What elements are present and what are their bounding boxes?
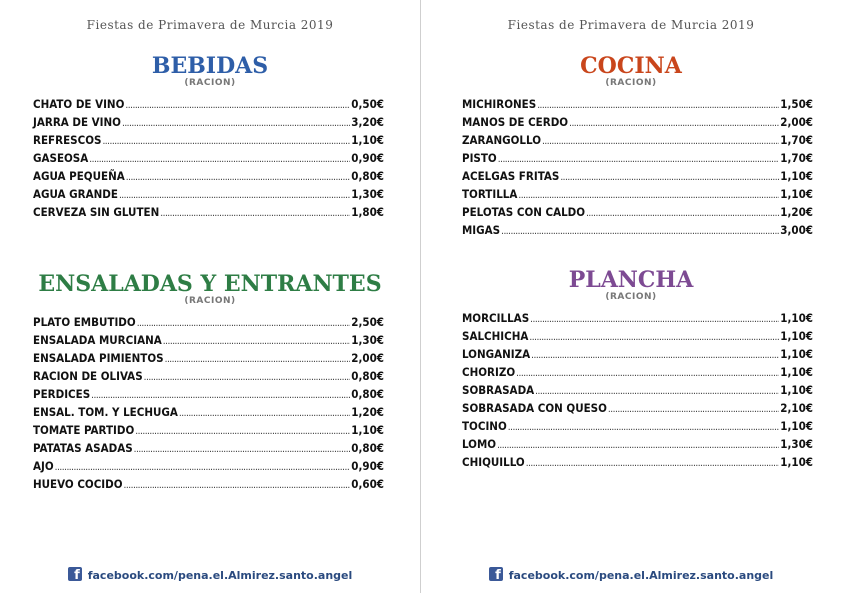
menu-item: [462, 131, 813, 149]
section-subtitle: (RACION): [184, 78, 236, 88]
dot-leader: [537, 97, 779, 115]
dot-leader: [124, 477, 351, 495]
menu-item: [462, 363, 813, 381]
menu-item: [33, 403, 384, 421]
menu-item-price: 1,70€: [780, 133, 813, 147]
menu-item-name: ENSALADA PIMIENTOS: [33, 351, 164, 365]
menu-item-price: 2,50€: [351, 315, 384, 329]
right-page: [421, 0, 841, 593]
menu-item: [33, 131, 384, 149]
menu-item-price: 1,10€: [780, 311, 813, 325]
dot-leader: [501, 223, 779, 241]
menu-item-name: PELOTAS CON CALDO: [462, 205, 586, 219]
menu-item: [462, 453, 813, 471]
dot-leader: [497, 437, 779, 455]
menu-item-price: 0,80€: [351, 387, 384, 401]
menu-item-price: 1,10€: [780, 169, 813, 183]
dot-leader: [560, 169, 779, 187]
menu-item-price: 0,80€: [351, 369, 384, 383]
menu-item-name: MORCILLAS: [462, 311, 530, 325]
menu-item: [462, 381, 813, 399]
facebook-icon: f: [68, 567, 82, 581]
menu-item-name: AJO: [33, 459, 54, 473]
menu-item: [33, 185, 384, 203]
menu-item-price: 1,30€: [351, 187, 384, 201]
menu-item-price: 1,10€: [351, 133, 384, 147]
menu-item-price: 1,20€: [351, 405, 384, 419]
menu-item-name: RACION DE OLIVAS: [33, 369, 143, 383]
dot-leader: [144, 369, 351, 387]
menu-item-price: 1,10€: [780, 383, 813, 397]
menu-item-name: ENSALADA MURCIANA: [33, 333, 162, 347]
page-header: Fiestas de Primavera de Murcia 2019: [86, 18, 334, 32]
menu-item-name: CHATO DE VINO: [33, 97, 125, 111]
menu-item-name: PERDICES: [33, 387, 91, 401]
menu-item: [33, 439, 384, 457]
menu-item: [33, 331, 384, 349]
menu-item: [462, 327, 813, 345]
menu-item-name: REFRESCOS: [33, 133, 102, 147]
facebook-link[interactable]: [0, 567, 420, 582]
menu-item-price: 1,10€: [780, 329, 813, 343]
menu-list-cocina: [462, 95, 813, 239]
section-subtitle: (RACION): [605, 292, 657, 302]
section-subtitle: (RACION): [605, 78, 657, 88]
menu-item: [33, 167, 384, 185]
menu-item-price: 2,10€: [780, 401, 813, 415]
dot-leader: [102, 133, 350, 151]
menu-item: [462, 95, 813, 113]
menu-item-name: TORTILLA: [462, 187, 518, 201]
menu-item-price: 0,90€: [351, 151, 384, 165]
menu-item-price: 1,10€: [351, 423, 384, 437]
left-page: [0, 0, 420, 593]
dot-leader: [531, 347, 779, 365]
menu-item-name: SOBRASADA CON QUESO: [462, 401, 607, 415]
menu-item-price: 2,00€: [351, 351, 384, 365]
facebook-url[interactable]: facebook.com/pena.el.Almirez.santo.angel: [508, 569, 774, 582]
menu-item-name: PISTO: [462, 151, 497, 165]
menu-item: [33, 149, 384, 167]
menu-item-price: 1,50€: [780, 97, 813, 111]
menu-item-price: 1,30€: [780, 437, 813, 451]
menu-item: [33, 113, 384, 131]
menu-item-name: ACELGAS FRITAS: [462, 169, 560, 183]
page-header: Fiestas de Primavera de Murcia 2019: [507, 18, 755, 32]
facebook-link[interactable]: [421, 567, 841, 582]
menu-item-name: TOCINO: [462, 419, 507, 433]
dot-leader: [608, 401, 779, 419]
menu-item-price: 1,10€: [780, 365, 813, 379]
menu-list-bebidas: [33, 95, 384, 221]
menu-item-price: 0,80€: [351, 169, 384, 183]
menu-item-name: AGUA PEQUEÑA: [33, 169, 125, 183]
menu-item-price: 0,50€: [351, 97, 384, 111]
bebidas-section: [0, 54, 420, 221]
menu-item-name: PLATO EMBUTIDO: [33, 315, 136, 329]
menu-item-name: HUEVO COCIDO: [33, 477, 123, 491]
dot-leader: [126, 169, 351, 187]
menu-item: [462, 113, 813, 131]
menu-item: [462, 417, 813, 435]
dot-leader: [134, 441, 351, 459]
menu-item-price: 1,10€: [780, 187, 813, 201]
menu-item-name: LOMO: [462, 437, 497, 451]
menu-item: [33, 349, 384, 367]
menu-item: [462, 345, 813, 363]
dot-leader: [569, 115, 779, 133]
menu-item-price: 3,00€: [780, 223, 813, 237]
menu-item-name: MIGAS: [462, 223, 501, 237]
dot-leader: [125, 97, 350, 115]
cocina-section: [421, 54, 841, 239]
dot-leader: [508, 419, 780, 437]
dot-leader: [529, 329, 779, 347]
dot-leader: [137, 315, 351, 333]
menu-item-price: 1,80€: [351, 205, 384, 219]
menu-item-price: 0,60€: [351, 477, 384, 491]
menu-item-name: CHORIZO: [462, 365, 516, 379]
menu-item-name: MANOS DE CERDO: [462, 115, 569, 129]
facebook-url[interactable]: facebook.com/pena.el.Almirez.santo.angel: [87, 569, 353, 582]
menu-item-price: 2,00€: [780, 115, 813, 129]
menu-item-price: 1,10€: [780, 455, 813, 469]
plancha-section: [421, 268, 841, 471]
menu-item: [462, 399, 813, 417]
menu-list-plancha: [462, 309, 813, 471]
menu-item-price: 0,90€: [351, 459, 384, 473]
dot-leader: [179, 405, 350, 423]
section-subtitle: (RACION): [184, 296, 236, 306]
menu-item-price: 1,30€: [351, 333, 384, 347]
menu-item-name: ENSAL. TOM. Y LECHUGA: [33, 405, 178, 419]
menu-item: [462, 185, 813, 203]
menu-item: [462, 167, 813, 185]
dot-leader: [542, 133, 779, 151]
menu-item-name: JARRA DE VINO: [33, 115, 121, 129]
dot-leader: [516, 365, 779, 383]
facebook-icon: f: [489, 567, 503, 581]
menu-item: [33, 367, 384, 385]
menu-item: [33, 95, 384, 113]
menu-item: [462, 435, 813, 453]
menu-item-name: PATATAS ASADAS: [33, 441, 133, 455]
dot-leader: [89, 151, 350, 169]
dot-leader: [526, 455, 780, 473]
menu-item-price: 3,20€: [351, 115, 384, 129]
menu-item: [462, 149, 813, 167]
menu-item: [462, 309, 813, 327]
menu-list-ensaladas: [33, 313, 384, 493]
menu-item-name: CHIQUILLO: [462, 455, 525, 469]
dot-leader: [135, 423, 350, 441]
menu-item-name: MICHIRONES: [462, 97, 537, 111]
dot-leader: [165, 351, 351, 369]
dot-leader: [160, 205, 350, 223]
menu-item-name: SALCHICHA: [462, 329, 529, 343]
menu-item: [33, 421, 384, 439]
menu-item-name: GASEOSA: [33, 151, 89, 165]
section-title-bebidas: BEBIDAS: [151, 53, 269, 79]
ensaladas-section: [0, 272, 420, 493]
menu-item-price: 1,10€: [780, 347, 813, 361]
menu-item: [33, 203, 384, 221]
menu-item-price: 1,10€: [780, 419, 813, 433]
menu-item-name: CERVEZA SIN GLUTEN: [33, 205, 160, 219]
menu-item-name: SOBRASADA: [462, 383, 535, 397]
menu-item-price: 0,80€: [351, 441, 384, 455]
section-title-ensaladas: ENSALADAS Y ENTRANTES: [38, 271, 382, 297]
menu-item-name: TOMATE PARTIDO: [33, 423, 135, 437]
menu-item-name: LONGANIZA: [462, 347, 531, 361]
section-title-cocina: COCINA: [580, 53, 682, 79]
dot-leader: [163, 333, 351, 351]
dot-leader: [530, 311, 779, 329]
menu-item: [33, 457, 384, 475]
menu-item: [462, 203, 813, 221]
menu-item: [33, 313, 384, 331]
dot-leader: [122, 115, 350, 133]
menu-item-price: 1,20€: [780, 205, 813, 219]
menu-item-name: ZARANGOLLO: [462, 133, 541, 147]
menu-item: [33, 475, 384, 493]
menu-item: [462, 221, 813, 239]
menu-item: [33, 385, 384, 403]
menu-item-price: 1,70€: [780, 151, 813, 165]
section-title-plancha: PLANCHA: [568, 267, 694, 293]
dot-leader: [586, 205, 779, 223]
menu-item-name: AGUA GRANDE: [33, 187, 118, 201]
